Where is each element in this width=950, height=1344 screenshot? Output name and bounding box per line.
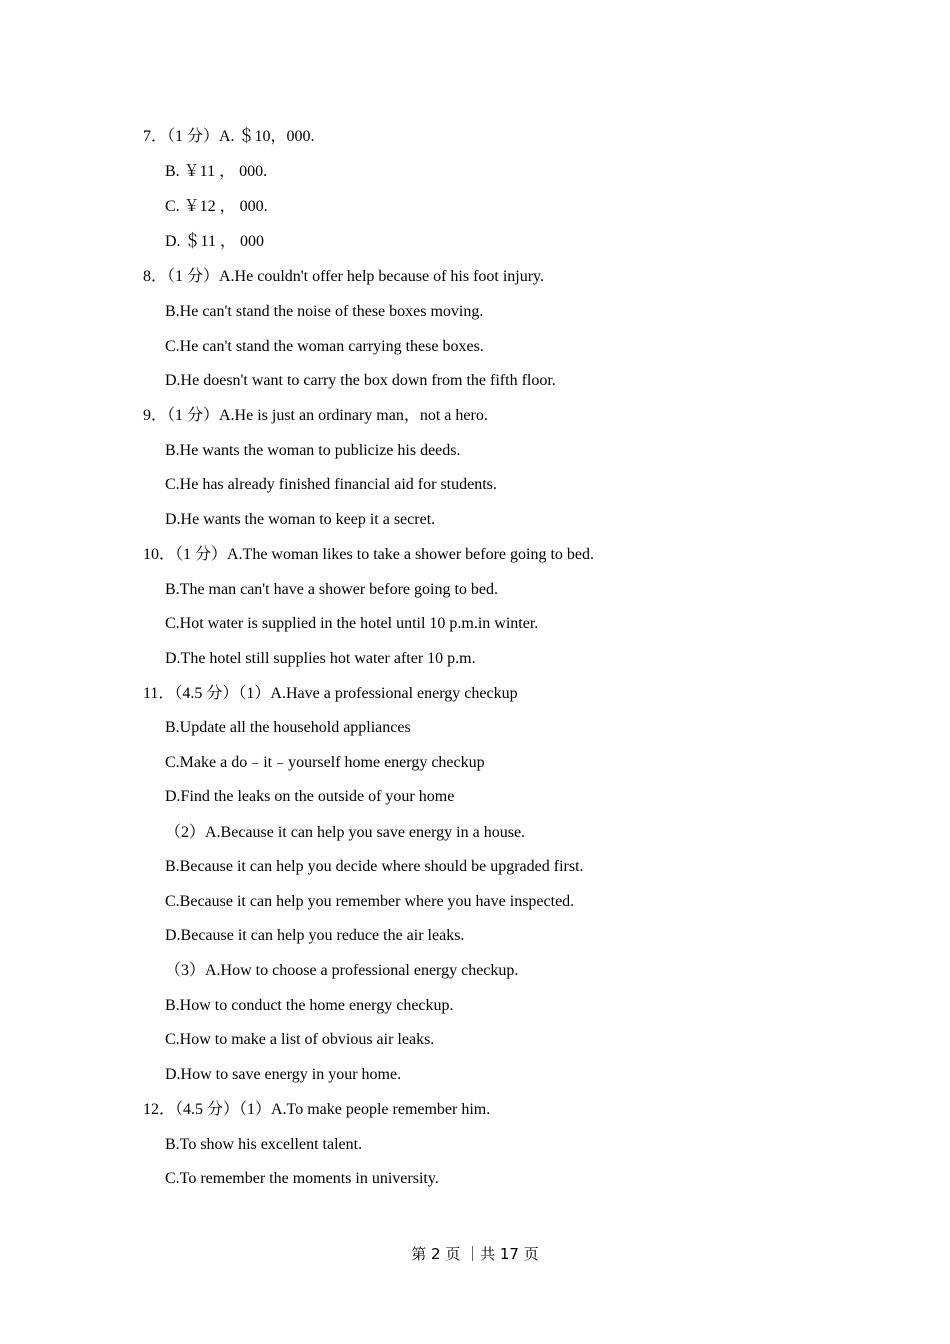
question-8: 8．（1 分）A.He couldn't offer help because of his foot injury. <box>143 268 545 285</box>
option-8-c: C.He can't stand the woman carrying these boxes. <box>165 338 484 355</box>
option-7-d: D. ＄11 ， 000 <box>165 233 264 250</box>
option-12-1-c: C.To remember the moments in university. <box>165 1170 439 1187</box>
option-10-c: C.Hot water is supplied in the hotel until 10 p.m.in winter. <box>165 615 539 632</box>
option-10-b: B.The man can't have a shower before going to bed. <box>165 581 498 598</box>
subquestion-11-2: （2）A.Because it can help you save energy in a house. <box>165 824 526 841</box>
question-11: 11．（4.5 分）（1）A.Have a professional energy checkup <box>143 685 518 702</box>
option-11-2-b: B.Because it can help you decide where should be upgraded first. <box>165 858 584 875</box>
option-11-2-d: D.Because it can help you reduce the air leaks. <box>165 927 465 944</box>
question-9: 9．（1 分）A.He is just an ordinary man，not a hero. <box>143 407 488 424</box>
option-9-d: D.He wants the woman to keep it a secret. <box>165 511 436 528</box>
option-8-d: D.He doesn't want to carry the box down from the fifth floor. <box>165 372 556 389</box>
option-11-3-c: C.How to make a list of obvious air leaks. <box>165 1031 435 1048</box>
option-11-1-b: B.Update all the household appliances <box>165 719 411 736</box>
option-12-1-b: B.To show his excellent talent. <box>165 1136 363 1153</box>
option-10-d: D.The hotel still supplies hot water after 10 p.m. <box>165 650 476 667</box>
option-11-3-d: D.How to save energy in your home. <box>165 1066 402 1083</box>
option-11-3-b: B.How to conduct the home energy checkup. <box>165 997 454 1014</box>
subquestion-11-3: （3）A.How to choose a professional energy checkup. <box>165 962 519 979</box>
option-9-c: C.He has already finished financial aid for students. <box>165 476 497 493</box>
option-11-1-d: D.Find the leaks on the outside of your home <box>165 788 455 805</box>
option-11-1-c: C.Make a do﹣it﹣yourself home energy checkup <box>165 754 485 771</box>
option-7-b: B. ￥11 ， 000. <box>165 163 268 180</box>
question-12: 12．（4.5 分）（1）A.To make people remember him. <box>143 1101 491 1118</box>
option-9-b: B.He wants the woman to publicize his deeds. <box>165 442 461 459</box>
page-footer: 第 2 页 ｜共 17 页 <box>411 1245 539 1263</box>
question-7: 7．（1 分）A. ＄10，000. <box>143 128 315 145</box>
question-10: 10．（1 分）A.The woman likes to take a shower before going to bed. <box>143 546 595 563</box>
option-11-2-c: C.Because it can help you remember where you have inspected. <box>165 893 575 910</box>
option-8-b: B.He can't stand the noise of these boxes moving. <box>165 303 484 320</box>
option-7-c: C. ￥12 ， 000. <box>165 198 268 215</box>
